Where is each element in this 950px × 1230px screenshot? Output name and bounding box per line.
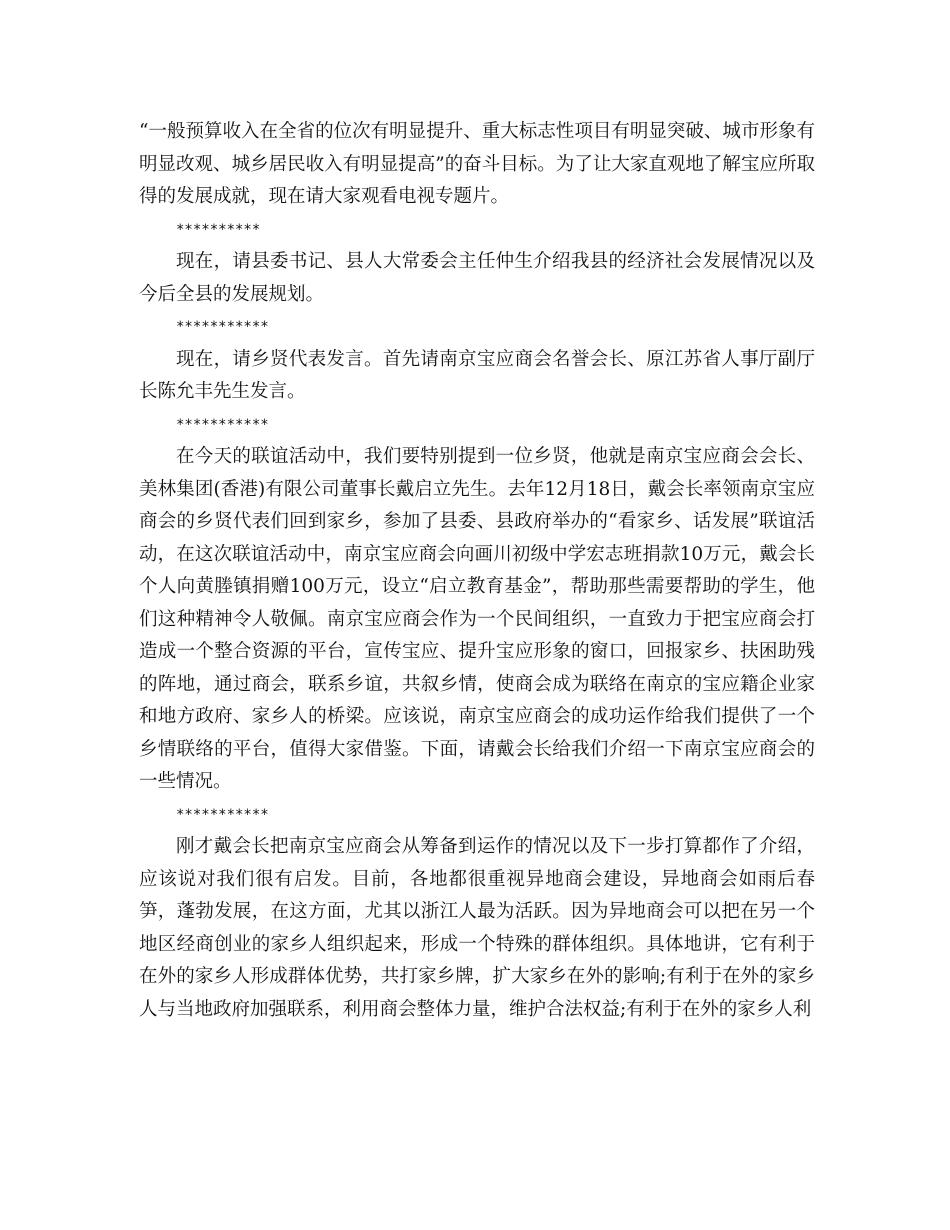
paragraph-chamber-significance: 刚才戴会长把南京宝应商会从筹备到运作的情况以及下一步打算都作了介绍，应该说对我们很有启发。目前，各地都很重视异地商会建设，异地商会如雨后春笋，蓬勃发展，在这方面，尤其以浙江人最为活跃。因为异地商会可以把在另一个地区经商创业的家乡人组织起来，形成一个特殊的群体组织。具体地讲，它有利于在外的家乡人形成群体优势，共打家乡牌，扩大家乡在外的影响;有利于在外的家乡人与当地政府加强联系，利用商会整体力量，维护合法权益;有利于在外的家乡人利 bbox=[139, 836, 815, 1020]
paragraph-representative-speech: 现在，请乡贤代表发言。首先请南京宝应商会名誉会长、原江苏省人事厅副厅长陈允丰先生发言。 bbox=[139, 348, 815, 402]
paragraph-goals-conclusion: “一般预算收入在全省的位次有明显提升、重大标志性项目有明显突破、城市形象有明显改观、城乡居民收入有明显提高”的奋斗目标。为了让大家直观地了解宝应所取得的发展成就，现在请大家观看电视专题片。 bbox=[139, 121, 815, 207]
section-separator: *********** bbox=[176, 416, 269, 433]
section-separator: *********** bbox=[176, 319, 269, 335]
section-separator: ********** bbox=[176, 221, 261, 238]
section-separator: *********** bbox=[176, 806, 269, 823]
paragraph-chamber-president: 在今天的联谊活动中，我们要特别提到一位乡贤，他就是南京宝应商会会长、美林集团(香港)有限公司董事长戴启立先生。去年12月18日，戴会长率领南京宝应商会的乡贤代表们回到家乡，参加了县委、县政府举办的“看家乡、话发展”联谊活动，在这次联谊活动中，南京宝应商会向画川初级中学宏志班捐款10万元，戴会长个人向黄塍镇捐赠100万元，设立“启立教育基金”，帮助那些需要帮助的学生，他们这种精神令人敬佩。南京宝应商会作为一个民间组织，一直致力于把宝应商会打造成一个整合资源的平台，宣传宝应、提升宝应形象的窗口，回报家乡、扶困助残的阵地，通过商会，联系乡谊，共叙乡情，使商会成为联络在南京的宝应籍企业家和地方政府、家乡人的桥梁。应该说，南京宝应商会的成功运作给我们提供了一个乡情联络的平台，值得大家借鉴。下面，请戴会长给我们介绍一下南京宝应商会的一些情况。 bbox=[139, 446, 815, 792]
paragraph-secretary-introduction: 现在，请县委书记、县人大常委会主任仲生介绍我县的经济社会发展情况以及今后全县的发展规划。 bbox=[139, 251, 815, 305]
document-body bbox=[139, 116, 815, 1026]
